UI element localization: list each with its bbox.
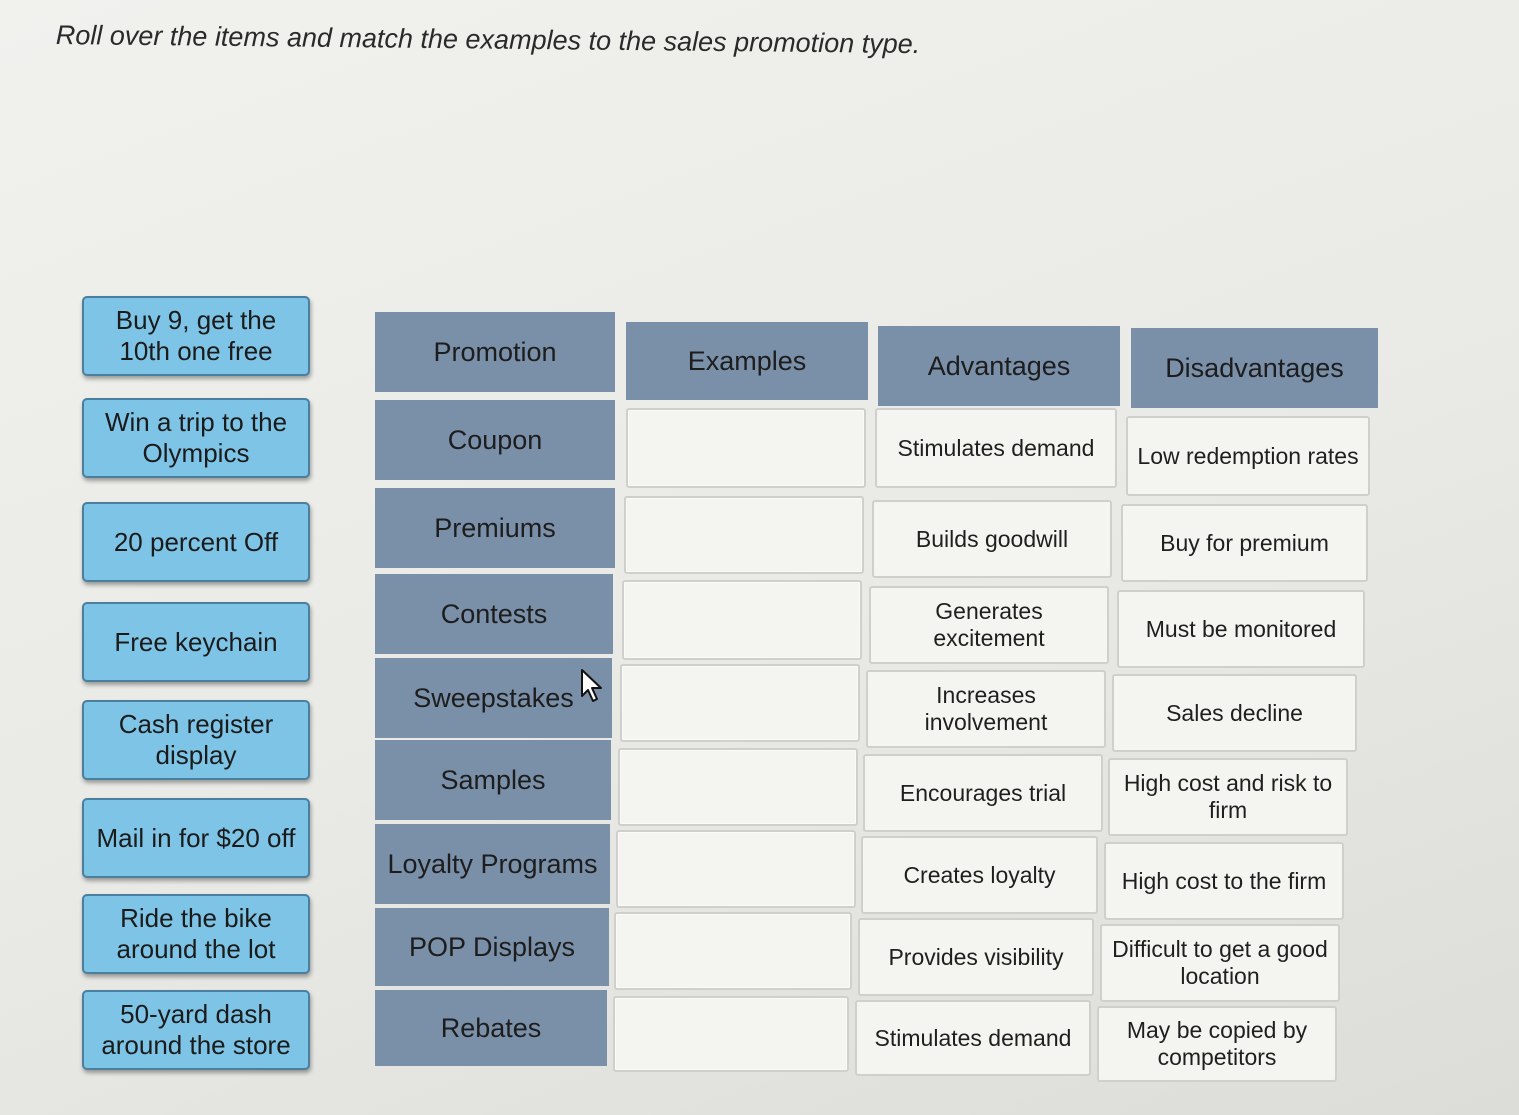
drag-item-6[interactable] [82,798,310,878]
examples-drop-zone[interactable] [624,496,864,574]
header-examples: Examples [626,322,868,400]
examples-drop-zone[interactable] [626,408,866,488]
instruction-text: Roll over the items and match the examples to the sales promotion type. [55,20,921,60]
drag-item-label: Free keychain [114,626,278,657]
header-disadvantages: Disadvantages [1131,328,1378,408]
disadvantage-cell: Buy for premium [1121,504,1368,582]
examples-drop-zone[interactable] [618,748,858,826]
drag-item-5[interactable] [82,700,310,780]
drag-item-2[interactable] [82,398,310,478]
advantage-cell: Stimulates demand [875,408,1117,488]
drag-item-label: 50-yard dash around the store [101,999,291,1060]
drag-item-1[interactable] [82,296,310,376]
promotion-cell: Contests [375,574,613,654]
promotion-cell: Samples [375,740,611,820]
advantage-cell: Increases involvement [866,670,1106,748]
advantage-cell: Creates loyalty [861,836,1098,914]
promotion-cell: Rebates [375,990,607,1066]
advantage-cell: Generates excitement [869,586,1109,664]
disadvantage-cell: Low redemption rates [1126,416,1370,496]
mouse-pointer-icon [580,668,606,704]
drag-item-7[interactable] [82,894,310,974]
disadvantage-cell: High cost to the firm [1104,842,1344,920]
drag-item-3[interactable] [82,502,310,582]
drag-item-8[interactable] [82,990,310,1070]
drag-item-label: Mail in for $20 off [96,822,296,853]
drag-item-label: Ride the bike around the lot [116,903,276,964]
promotion-cell: Premiums [375,488,615,568]
advantage-cell: Provides visibility [858,918,1094,996]
promotion-cell: Loyalty Programs [375,824,610,904]
examples-drop-zone[interactable] [616,830,856,908]
promotion-cell: POP Displays [375,908,609,986]
header-promotion: Promotion [375,312,615,392]
drag-item-label: Cash register display [118,709,274,770]
advantage-cell: Builds goodwill [872,500,1112,578]
examples-drop-zone[interactable] [622,580,862,660]
disadvantage-cell: Must be monitored [1117,590,1365,668]
drag-item-label: Buy 9, get the 10th one free [115,305,277,366]
disadvantage-cell: High cost and risk to firm [1108,758,1348,836]
drag-item-label: 20 percent Off [113,526,279,557]
drag-item-label: Win a trip to the Olympics [104,407,288,468]
advantage-cell: Encourages trial [863,754,1103,832]
examples-drop-zone[interactable] [613,996,849,1072]
drag-item-4[interactable] [82,602,310,682]
header-advantages: Advantages [878,326,1120,406]
advantage-cell: Stimulates demand [855,1000,1091,1076]
examples-drop-zone[interactable] [620,664,860,742]
disadvantage-cell: Difficult to get a good location [1100,924,1340,1002]
examples-drop-zone[interactable] [614,912,852,990]
promotion-cell: Coupon [375,400,615,480]
disadvantage-cell: May be copied by competitors [1097,1006,1337,1082]
disadvantage-cell: Sales decline [1112,674,1357,752]
promotion-cell: Sweepstakes [375,658,612,738]
